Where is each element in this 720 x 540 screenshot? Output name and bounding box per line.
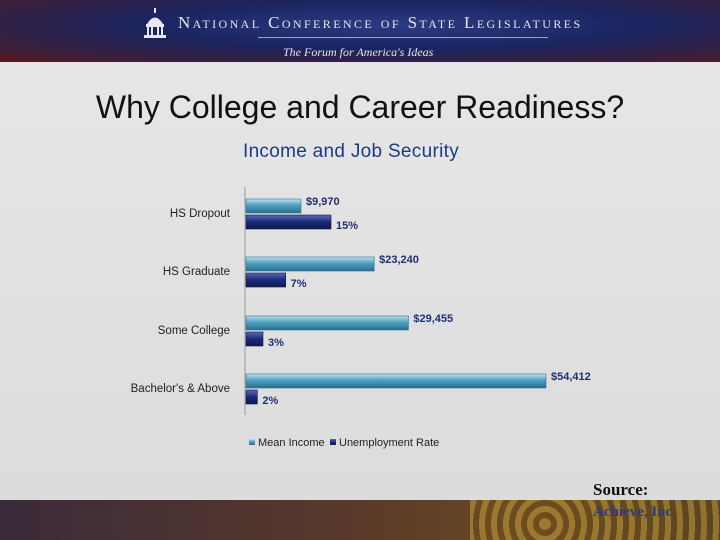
source-label: Source: <box>593 480 649 499</box>
mean-income-bar-hs-dropout <box>246 199 301 213</box>
unemployment-rate-bar-bachelor-s-above <box>246 390 257 404</box>
legend-swatch-unemployment-rate <box>330 439 336 445</box>
mean-income-bar-some-college <box>246 316 408 330</box>
category-label-bachelor-s-above: Bachelor's & Above <box>130 383 230 395</box>
capitol-dome-icon <box>142 8 168 38</box>
mean-income-label-some-college: $29,455 <box>413 313 454 325</box>
category-label-hs-graduate: HS Graduate <box>162 266 230 278</box>
unemployment-rate-label-hs-graduate: 7% <box>290 278 307 290</box>
header-divider <box>258 37 548 38</box>
income-job-security-chart <box>120 180 620 470</box>
category-label-hs-dropout: HS Dropout <box>169 208 230 220</box>
unemployment-rate-label-some-college: 3% <box>268 337 284 349</box>
unemployment-rate-bar-hs-graduate <box>246 273 286 287</box>
header-band <box>0 0 720 62</box>
mean-income-label-bachelor-s-above: $54,412 <box>551 371 591 383</box>
category-label-some-college: Some College <box>157 325 230 337</box>
legend-swatch-mean-income <box>249 439 255 445</box>
mean-income-label-hs-dropout: $9,970 <box>305 196 340 208</box>
org-name: National Conference of State Legislatures <box>178 13 583 32</box>
source-name: Achieve, Inc. <box>593 504 676 520</box>
legend-label-mean-income: Mean Income <box>258 437 325 449</box>
mean-income-bar-bachelor-s-above <box>246 374 546 388</box>
legend-label-unemployment-rate: Unemployment Rate <box>339 437 440 449</box>
mean-income-label-hs-graduate: $23,240 <box>379 254 419 266</box>
chart-title: Income and Job Security <box>242 141 459 162</box>
unemployment-rate-label-hs-dropout: 15% <box>336 220 359 232</box>
unemployment-rate-bar-hs-dropout <box>246 215 331 229</box>
unemployment-rate-label-bachelor-s-above: 2% <box>262 395 279 407</box>
unemployment-rate-bar-some-college <box>246 332 263 346</box>
org-tagline: The Forum for America's Ideas <box>283 45 434 59</box>
mean-income-bar-hs-graduate <box>246 257 374 271</box>
slide-title: Why College and Career Readiness? <box>95 89 625 125</box>
